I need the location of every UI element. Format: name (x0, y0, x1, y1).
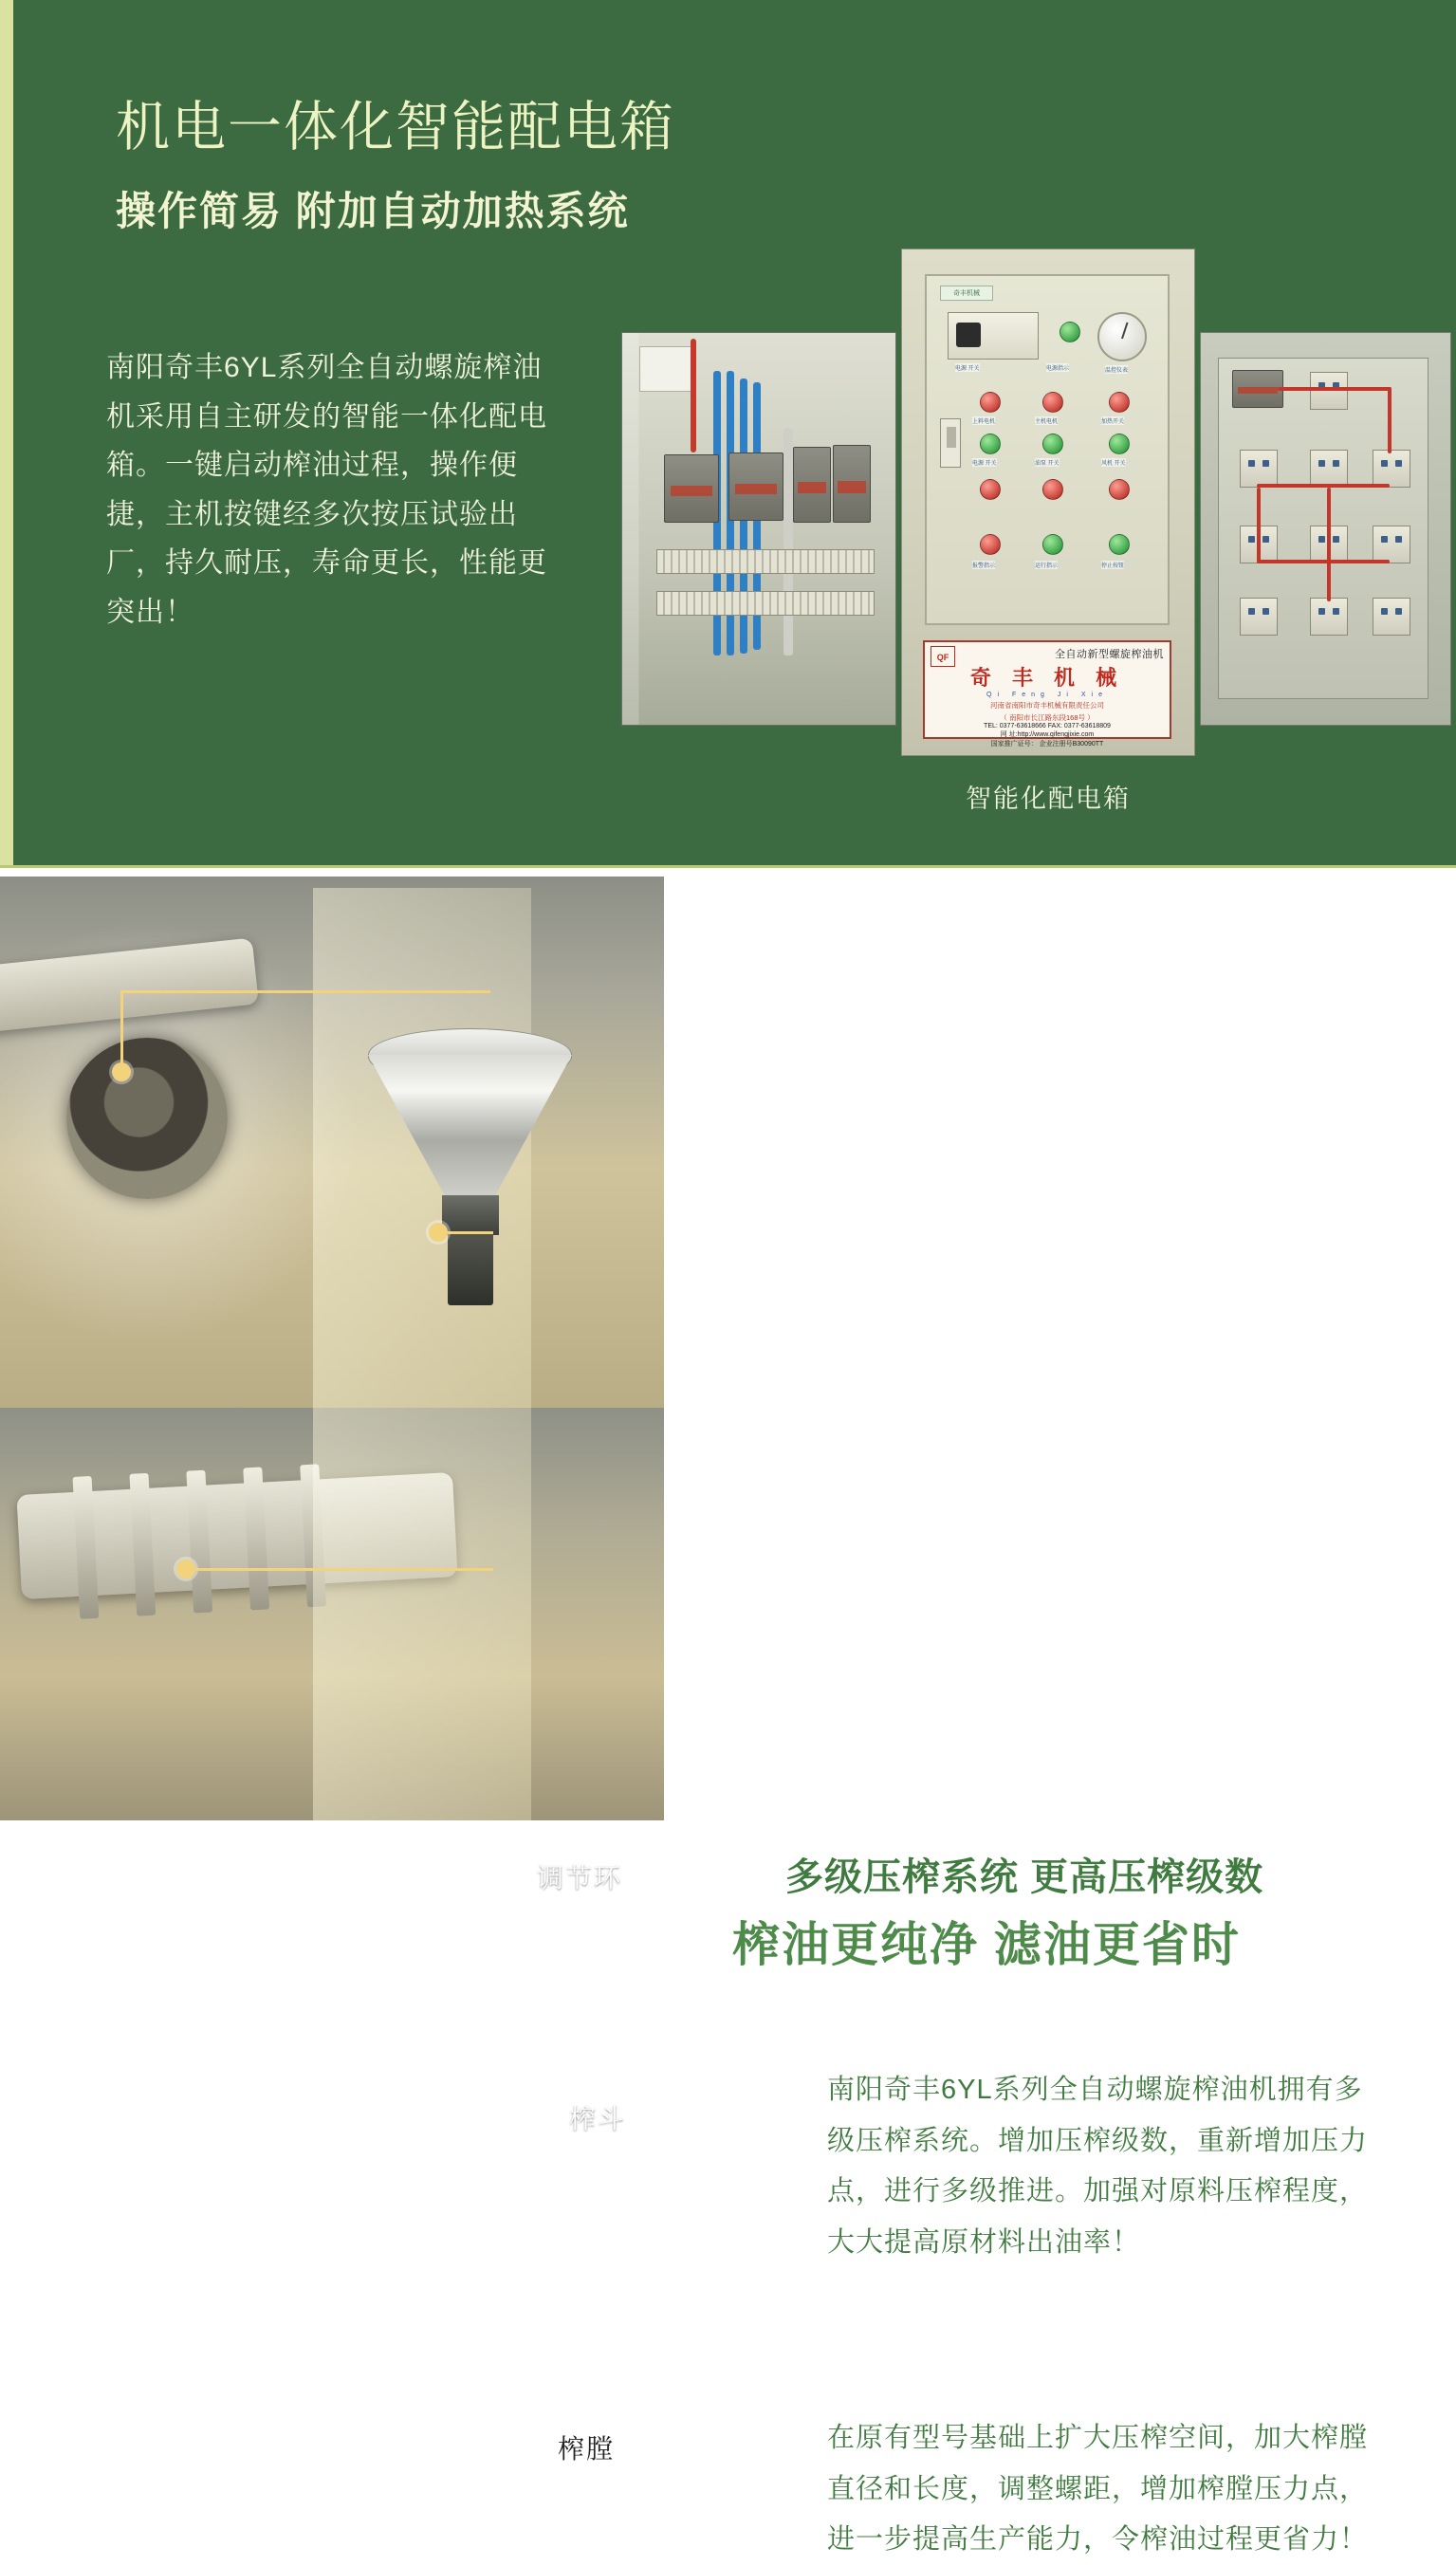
photo-press-assembly (0, 877, 664, 1820)
wire-red (1257, 560, 1390, 563)
button-fan-switch[interactable] (1109, 434, 1130, 454)
nameplate-tel: TEL: 0377-63618666 FAX: 0377-63618809 (984, 723, 1111, 729)
nameplate-pinyin: Qi Feng Ji Xie (986, 692, 1108, 698)
alarm-indicator[interactable] (980, 479, 1001, 500)
aux-start-button[interactable] (1109, 534, 1130, 555)
leader-line-vertical (120, 990, 123, 1066)
label-row2-right: 风机 开关 (1101, 458, 1126, 467)
nameplate-company: 河南省南阳市奇丰机械有限责任公司 (990, 701, 1104, 710)
wire-red (1257, 484, 1390, 488)
photo-control-cabinet-front (901, 249, 1195, 756)
machine-nameplate (923, 640, 1171, 748)
socket-outlet (1310, 372, 1348, 410)
socket-outlet (1373, 450, 1410, 488)
nameplate-address: （ 南阳市长江路东段168号 ） (1000, 713, 1095, 722)
cabinet-door-panel (925, 274, 1170, 625)
label-row3-mid: 运行指示 (1035, 561, 1058, 569)
section1-sub-heading: 操作简易 附加自动加热系统 (116, 189, 630, 233)
label-row3-right: 停止按钮 (1101, 561, 1124, 569)
section1-body-text: 南阳奇丰6YL系列全自动螺旋榨油机采用自主研发的智能一体化配电箱。一键启动榨油过程，操作便捷，主机按键经多次按压试验出厂，持久耐压，寿命更长，性能更突出！ (106, 352, 547, 628)
wire-red (1278, 387, 1391, 391)
terminal-block (656, 591, 875, 616)
section2-heading-light: 榨油更纯净 滤油更省时 (732, 1918, 1241, 1971)
label-row3-left: 报警指示 (972, 561, 995, 569)
socket-outlet (1310, 450, 1348, 488)
label-power-lamp: 电源指示 (1046, 363, 1069, 372)
button-power-switch[interactable] (980, 434, 1001, 454)
circuit-breaker (793, 447, 831, 523)
socket-outlet (1310, 598, 1348, 636)
hopper-product-image (368, 1028, 572, 1303)
label-row1-mid: 主机电机 (1035, 416, 1058, 425)
intelligent-control-box-section (0, 0, 1456, 865)
section1-main-heading: 机电一体化智能配电箱 (116, 97, 675, 157)
button-main-motor[interactable] (1042, 392, 1063, 413)
terminal-block (656, 549, 875, 574)
label-row1-left: 上料电机 (972, 416, 995, 425)
emergency-stop-button[interactable] (980, 534, 1001, 555)
label-heat-dial: 温控仪表 (1105, 365, 1128, 374)
socket-outlet (1373, 598, 1410, 636)
nameplate-web: 网 址:http://www.qifengjixie.com (1000, 731, 1095, 738)
photo-cabinet-wiring-left (621, 332, 896, 726)
terminal-module (1232, 370, 1283, 408)
adjusting-ring-part (66, 1038, 228, 1199)
callout-hopper: 榨斗 (569, 2104, 627, 2133)
temperature-controller-dial[interactable] (1097, 312, 1147, 361)
wire-red (691, 339, 696, 452)
circuit-breaker (833, 445, 871, 523)
wire-grey (783, 428, 793, 655)
wiring-back-plate (1218, 358, 1428, 699)
leader-line-horizontal (120, 990, 490, 993)
photo-cabinet-wiring-right (1200, 332, 1451, 726)
wire-red (1388, 387, 1391, 453)
hopper-cone (368, 1055, 572, 1197)
callout-adjusting-ring: 调节环 (537, 1863, 623, 1892)
main-breaker-switch[interactable] (948, 312, 1039, 360)
multistage-pressing-section (0, 865, 1456, 2556)
callout-chamber: 榨膛 (558, 2434, 616, 2464)
nameplate-brand: 奇 丰 机 械 (969, 666, 1125, 690)
left-accent-bar (0, 0, 13, 865)
stop-button[interactable] (1109, 479, 1130, 500)
wire-red (1257, 488, 1261, 563)
label-row2-left: 电源 开关 (972, 458, 997, 467)
socket-outlet (1240, 598, 1278, 636)
label-row2-mid: 油泵 开关 (1035, 458, 1060, 467)
socket-outlet (1373, 526, 1410, 563)
section2-paragraph-2: 在原有型号基础上扩大压榨空间，加大榨膛直径和长度，调整螺距，增加榨膛压力点，进一步提高生产能力，令榨油过程更省力！ (827, 2423, 1369, 2556)
wire-red (1327, 488, 1331, 601)
contactor-relay (728, 452, 783, 521)
button-heater[interactable] (1109, 392, 1130, 413)
button-feed-motor[interactable] (980, 392, 1001, 413)
hopper-outlet (448, 1231, 493, 1305)
section1-photo-caption: 智能化配电箱 (966, 785, 1131, 813)
section2-paragraph-1: 南阳奇丰6YL系列全自动螺旋榨油机拥有多级压榨系统。增加压榨级数，重新增加压力点，进行多级推进。加强对原料压榨程度，大大提高原材料出油率！ (827, 2075, 1369, 2258)
side-toggle-switch[interactable] (940, 418, 961, 468)
nameplate-title: 全自动新型螺旋榨油机 (1055, 649, 1164, 660)
nameplate-cert: 国家推广证号： 企业注册号B30090TT (990, 741, 1104, 748)
wiring-label-tag (639, 346, 694, 392)
section2-heading-bold: 多级压榨系统 更高压榨级数 (785, 1856, 1264, 1898)
cabinet-logo-badge: 奇丰机械 (940, 286, 993, 301)
breaker-knob-icon[interactable] (956, 323, 981, 347)
leader-line-hopper (438, 1231, 493, 1234)
contactor-relay (664, 454, 719, 523)
label-breaker: 电源 开关 (955, 363, 980, 372)
label-row1-right: 加热开关 (1101, 416, 1124, 425)
run-indicator[interactable] (1042, 479, 1063, 500)
section-divider (0, 865, 1456, 868)
power-indicator-lamp (1060, 322, 1080, 342)
start-button[interactable] (1042, 534, 1063, 555)
button-oil-pump[interactable] (1042, 434, 1063, 454)
hopper-neck (442, 1195, 499, 1235)
socket-outlet (1240, 450, 1278, 488)
nameplate-logo: QF (931, 646, 955, 667)
leader-line-chamber (186, 1568, 493, 1571)
